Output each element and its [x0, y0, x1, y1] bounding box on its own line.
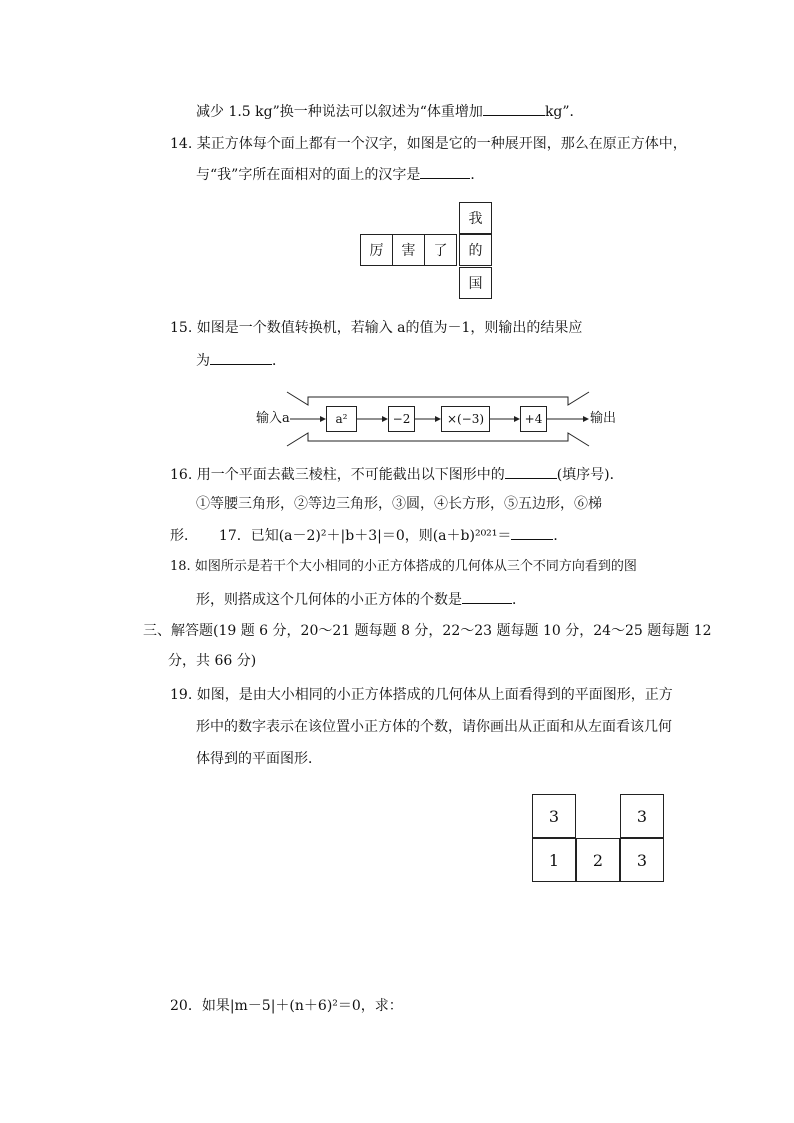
- net-cell-le: 了: [424, 234, 457, 266]
- q18-text2: 形，则搭成这个几何体的小正方体的个数是: [196, 592, 462, 608]
- net-cell-li: 厉: [360, 234, 393, 266]
- q15-end: ．: [272, 353, 286, 369]
- q14-text1: 某正方体每个面上都有一个汉字，如图是它的一种展开图，那么在原正方体中，: [196, 136, 687, 152]
- q16-answer-blank[interactable]: [505, 464, 557, 479]
- net-cell-guo: 国: [459, 267, 492, 299]
- q16-number: 16.: [170, 467, 193, 483]
- q15-text2: 为: [196, 353, 210, 369]
- section3-heading: 三、解答题(19 题 6 分，20～21 题每题 8 分，22～23 题每题 10 分，24～25 题每题 12: [143, 623, 712, 639]
- q18-line1: [170, 557, 637, 577]
- machine-step-minus2: −2: [388, 406, 415, 432]
- q14-text2: 与“我”字所在面相对的面上的汉字是: [196, 167, 421, 183]
- q16-line1: [170, 464, 624, 485]
- q14-number: 14.: [170, 136, 193, 152]
- grid-cell-r2c3: 3: [620, 838, 664, 882]
- q19-number: 19.: [170, 687, 193, 703]
- q17-text: 17．已知(a－2)²＋|b＋3|＝0，则(a＋b)²⁰²¹＝: [218, 528, 512, 544]
- machine-step-plus4: +4: [520, 406, 547, 432]
- q19-line2: 形中的数字表示在该位置小正方体的个数，请你画出从正面和从左面看该几何: [196, 719, 672, 735]
- grid-cell-r2c2: 2: [576, 838, 620, 882]
- grid-cell-r2c1: 1: [532, 838, 576, 882]
- q18-line2: [196, 589, 526, 610]
- machine-output-label: 输出: [590, 411, 617, 426]
- net-cell-wo: 我: [459, 202, 492, 234]
- q16-q17-line: [170, 525, 567, 546]
- q19-line1: [170, 685, 673, 705]
- q20-line: 20．如果|m－5|＋(n＋6)²＝0，求：: [170, 998, 403, 1014]
- machine-step-square: a²: [326, 406, 357, 432]
- q16-text3: 形．: [170, 528, 198, 544]
- machine-input-label: 输入a: [256, 411, 290, 426]
- q18-text1: 如图所示是若干个大小相同的小正方体搭成的几何体从三个不同方向看到的图: [194, 559, 637, 574]
- grid-cell-r1c1: 3: [532, 794, 576, 838]
- q14-end: ．: [470, 167, 485, 183]
- q18-end: ．: [512, 592, 526, 608]
- q16-text1-end: (填序号)．: [556, 467, 624, 483]
- q18-number: 18.: [170, 559, 191, 574]
- q16-line2: ①等腰三角形，②等边三角形，③圆，④长方形，⑤五边形，⑥梯: [196, 496, 602, 512]
- net-cell-de: 的: [459, 234, 492, 266]
- q15-text1: 如图是一个数值转换机，若输入 a的值为－1，则输出的结果应: [196, 320, 583, 336]
- section3-heading-cont: 分，共 66 分): [168, 653, 257, 669]
- q17-answer-blank[interactable]: [511, 525, 553, 540]
- machine-step-times-neg3: ×(−3): [441, 406, 490, 432]
- q18-answer-blank[interactable]: [462, 589, 512, 604]
- q13-tail-end: kg”．: [544, 104, 584, 120]
- q13-tail-text: 减少 1.5 kg”换一种说法可以叙述为“体重增加: [196, 104, 483, 120]
- q15-number: 15.: [170, 320, 193, 336]
- q19-text1: 如图，是由大小相同的小正方体搭成的几何体从上面看得到的平面图形，正方: [196, 687, 673, 703]
- q17-end: ．: [553, 528, 568, 544]
- q16-text1: 用一个平面去截三棱柱，不可能截出以下图形中的: [196, 467, 505, 483]
- net-cell-hai: 害: [392, 234, 425, 266]
- q19-line3: 体得到的平面图形．: [196, 751, 322, 767]
- grid-cell-r1c3: 3: [620, 794, 664, 838]
